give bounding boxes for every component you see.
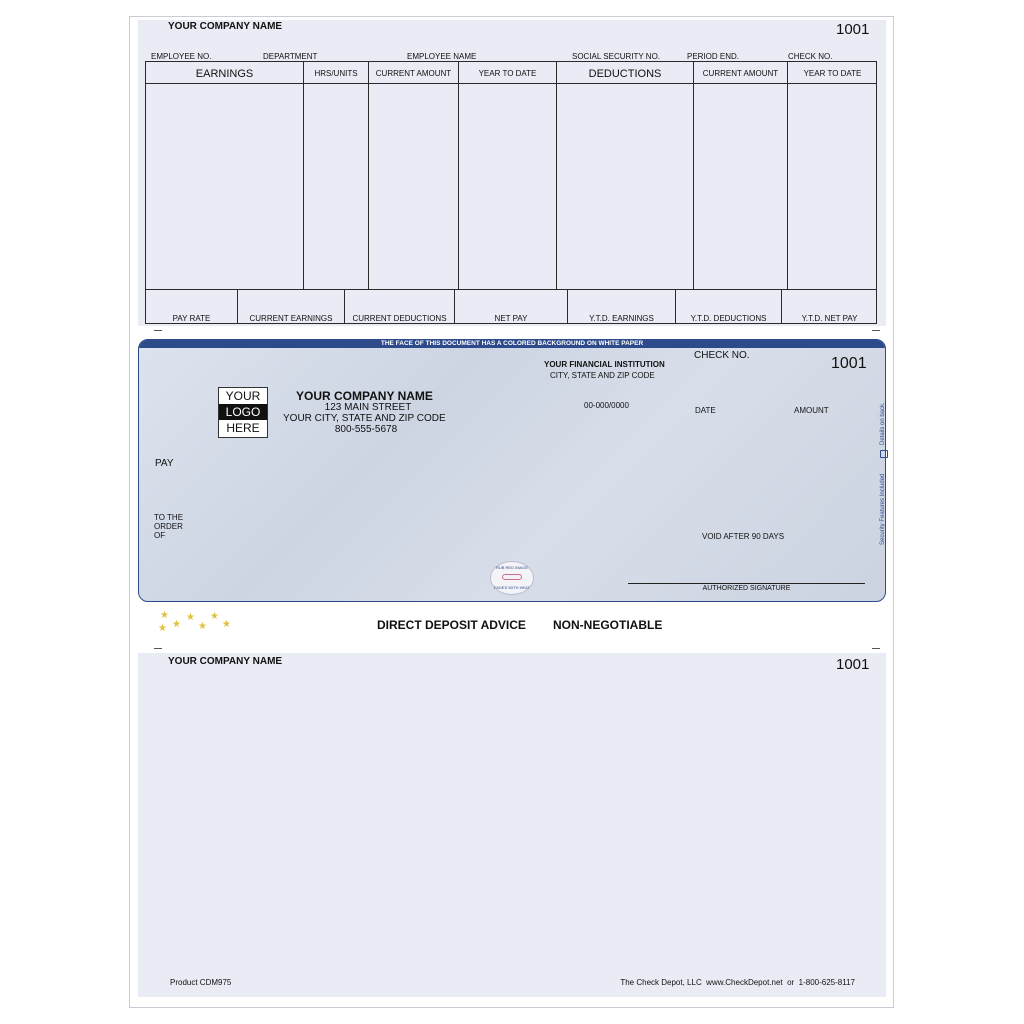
star-icon: ★ bbox=[198, 621, 207, 632]
check-banner: THE FACE OF THIS DOCUMENT HAS A COLORED BACKGROUND ON WHITE PAPER bbox=[139, 340, 885, 348]
total-ytd-earnings: Y.T.D. EARNINGS bbox=[589, 314, 654, 323]
signature-line bbox=[628, 583, 865, 584]
seal-key-icon bbox=[502, 574, 522, 580]
direct-deposit-label: DIRECT DEPOSIT ADVICE bbox=[377, 618, 526, 632]
logo-line: YOUR bbox=[225, 389, 261, 403]
total-ytd-deductions: Y.T.D. DEDUCTIONS bbox=[690, 314, 767, 323]
signature-label: AUTHORIZED SIGNATURE bbox=[702, 585, 791, 592]
total-net-pay: NET PAY bbox=[494, 314, 528, 323]
top-check-number: 1001 bbox=[836, 21, 870, 38]
void-notice: VOID AFTER 90 DAYS bbox=[702, 532, 785, 541]
col-divider bbox=[303, 61, 304, 289]
table-header-divider bbox=[145, 83, 877, 84]
label-ssn: SOCIAL SECURITY NO. bbox=[572, 52, 661, 61]
perforation-mark bbox=[154, 330, 162, 331]
check-company-name: YOUR COMPANY NAME bbox=[296, 389, 433, 403]
star-icon: ★ bbox=[210, 611, 219, 622]
non-negotiable-label: NON-NEGOTIABLE bbox=[553, 618, 663, 632]
top-company-name: YOUR COMPANY NAME bbox=[168, 21, 283, 32]
table-totals-divider bbox=[145, 289, 877, 290]
logo-line: HERE bbox=[226, 421, 260, 435]
total-current-earnings: CURRENT EARNINGS bbox=[249, 314, 333, 323]
col-current-amount: CURRENT AMOUNT bbox=[375, 69, 452, 78]
star-icon: ★ bbox=[160, 610, 169, 621]
label-check-no: CHECK NO. bbox=[788, 52, 833, 61]
perforation-mark bbox=[872, 330, 880, 331]
heat-seal-icon bbox=[490, 561, 534, 595]
label-department: DEPARTMENT bbox=[263, 52, 318, 61]
bottom-company-name: YOUR COMPANY NAME bbox=[168, 656, 283, 667]
check-no-label: CHECK NO. bbox=[694, 350, 750, 361]
total-current-deductions: CURRENT DEDUCTIONS bbox=[352, 314, 447, 323]
amount-label: AMOUNT bbox=[794, 406, 829, 415]
side-security-text: Security Features Included bbox=[880, 473, 886, 545]
bottom-stub bbox=[138, 653, 886, 997]
logo-line: LOGO bbox=[219, 404, 267, 420]
col-divider bbox=[556, 61, 557, 289]
check-address-line2: YOUR CITY, STATE AND ZIP CODE bbox=[283, 413, 446, 424]
col-deduction-current-amount: CURRENT AMOUNT bbox=[702, 69, 779, 78]
order-line: ORDER bbox=[154, 522, 183, 531]
security-stars bbox=[158, 610, 238, 634]
date-label: DATE bbox=[695, 406, 716, 415]
bank-name: YOUR FINANCIAL INSTITUTION bbox=[544, 360, 665, 369]
col-earnings: EARNINGS bbox=[195, 68, 254, 80]
col-divider bbox=[368, 61, 369, 289]
star-icon: ★ bbox=[172, 619, 181, 630]
check-phone: 800-555-5678 bbox=[334, 424, 398, 435]
bank-location: CITY, STATE AND ZIP CODE bbox=[550, 371, 655, 380]
star-icon: ★ bbox=[158, 623, 167, 634]
total-pay-rate: PAY RATE bbox=[172, 314, 211, 323]
col-deduction-year-to-date: YEAR TO DATE bbox=[803, 69, 862, 78]
col-divider bbox=[787, 61, 788, 289]
label-employee-no: EMPLOYEE NO. bbox=[151, 52, 212, 61]
col-deductions: DEDUCTIONS bbox=[588, 68, 662, 80]
order-line: OF bbox=[154, 531, 166, 540]
perforation-mark bbox=[154, 648, 162, 649]
col-divider bbox=[693, 61, 694, 289]
perforation-mark bbox=[872, 648, 880, 649]
order-line: TO THE bbox=[154, 513, 184, 522]
routing-fraction: 00-000/0000 bbox=[584, 401, 629, 410]
product-code: Product CDM975 bbox=[170, 978, 232, 987]
side-details-text: Details on back. bbox=[880, 402, 886, 445]
earnings-table bbox=[145, 61, 877, 324]
seal-text-bottom: FADES WITH HEAT bbox=[494, 585, 530, 590]
col-hrs-units: HRS/UNITS bbox=[314, 69, 358, 78]
label-employee-name: EMPLOYEE NAME bbox=[407, 52, 477, 61]
logo-placeholder bbox=[218, 387, 268, 438]
pay-label: PAY bbox=[155, 458, 174, 469]
label-period-end: PERIOD END. bbox=[687, 52, 740, 61]
bottom-check-number: 1001 bbox=[836, 656, 870, 673]
check-address-line1: 123 MAIN STREET bbox=[324, 402, 412, 413]
check-number: 1001 bbox=[831, 355, 867, 372]
footer-credit: The Check Depot, LLC www.CheckDepot.net or 1-800-625-8117 bbox=[620, 978, 855, 987]
total-ytd-net-pay: Y.T.D. NET PAY bbox=[801, 314, 858, 323]
col-divider bbox=[458, 61, 459, 289]
padlock-icon bbox=[880, 450, 888, 458]
col-year-to-date: YEAR TO DATE bbox=[478, 69, 537, 78]
seal-text-top: RUB RED IMAGE bbox=[495, 565, 528, 570]
to-the-order-of bbox=[154, 513, 183, 540]
star-icon: ★ bbox=[186, 612, 195, 623]
star-icon: ★ bbox=[222, 619, 231, 630]
